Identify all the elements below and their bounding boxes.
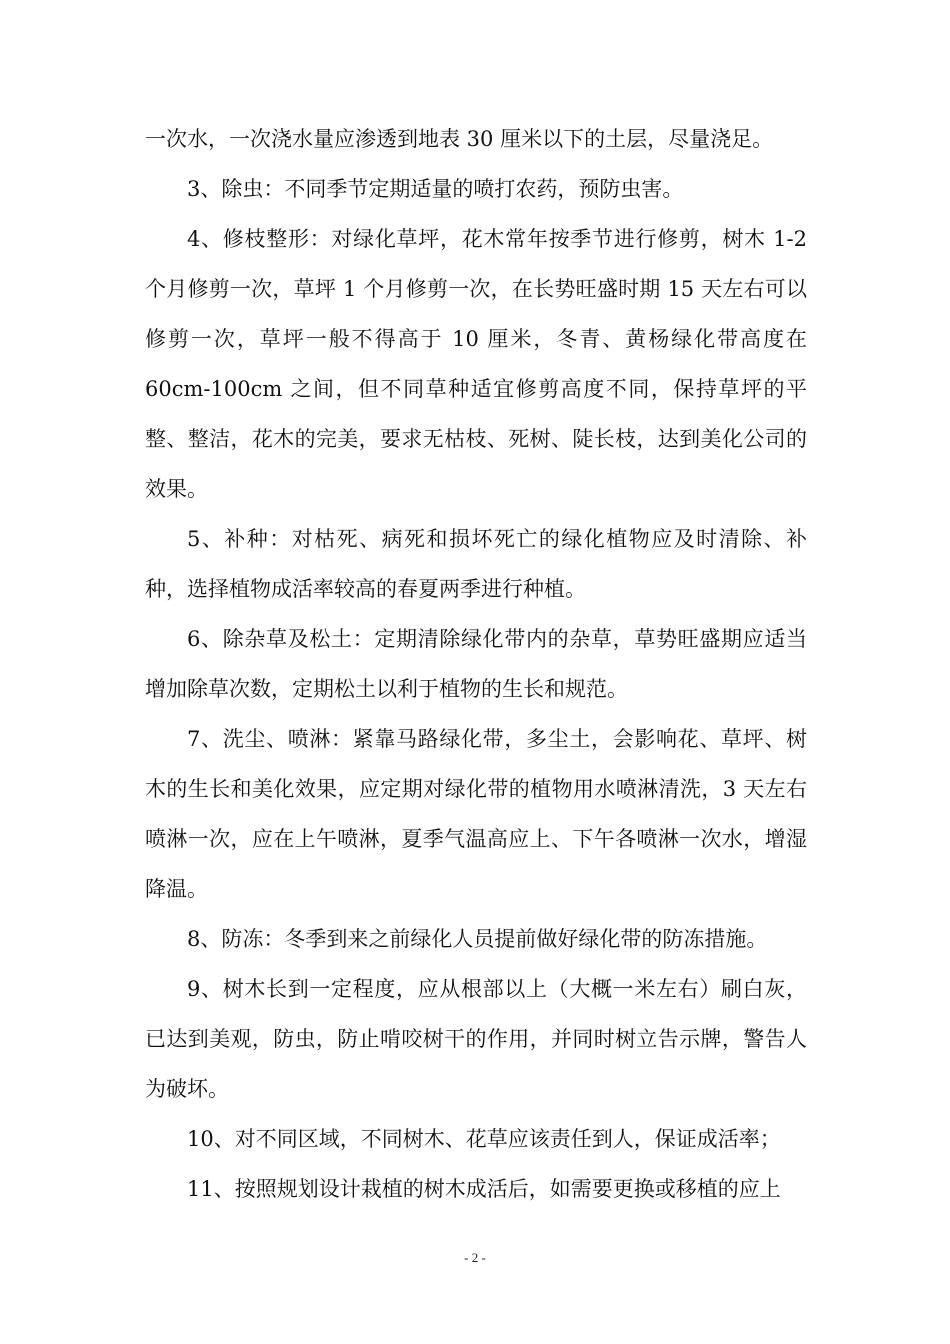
paragraph-replanting: 5、补种：对枯死、病死和损坏死亡的绿化植物应及时清除、补种，选择植物成活率较高的春夏两季进行种植。 (145, 527, 807, 601)
paragraph-pruning: 4、修枝整形：对绿化草坪，花木常年按季节进行修剪，树木 1-2 个月修剪一次，草坪 1 个月修剪一次，在长势旺盛时期 15 天左右可以修剪一次，草坪一般不得高于 10 厘米，冬青、黄杨绿化带高度在 60cm-100cm 之间，但不同草种适宜修剪高度不同，保持草坪的平整、整洁，花木的完美，要求无枯枝、死树、陡长枝，达到美化公司的效果。 (145, 227, 807, 501)
paragraph-whitewash: 9、树木长到一定程度，应从根部以上（大概一米左右）刷白灰，已达到美观，防虫，防止啃咬树干的作用，并同时树立告示牌，警告人为破坏。 (145, 977, 807, 1101)
paragraph-responsibility: 10、对不同区域，不同树木、花草应该责任到人，保证成活率； (187, 1127, 781, 1151)
paragraph-frost-protection: 8、防冻：冬季到来之前绿化人员提前做好绿化带的防冻措施。 (187, 927, 768, 951)
paragraph-watering-continued: 一次水，一次浇水量应渗透到地表 30 厘米以下的土层，尽量浇足。 (145, 127, 774, 151)
paragraph-pest-control: 3、除虫：不同季节定期适量的喷打农药，预防虫害。 (187, 177, 684, 201)
page-number: - 2 - (464, 1250, 486, 1265)
paragraph-dust-spraying: 7、洗尘、喷淋：紧靠马路绿化带，多尘土，会影响花、草坪、树木的生长和美化效果，应定期对绿化带的植物用水喷淋清洗，3 天左右喷淋一次，应在上午喷淋，夏季气温高应上、下午各喷淋一次水，增湿降温。 (145, 727, 807, 901)
document-body (145, 114, 807, 1214)
paragraph-transplanting: 11、按照规划设计栽植的树木成活后，如需要更换或移植的应上 (187, 1177, 781, 1201)
paragraph-weeding: 6、除杂草及松土：定期清除绿化带内的杂草，草势旺盛期应适当增加除草次数，定期松土以利于植物的生长和规范。 (145, 627, 807, 701)
